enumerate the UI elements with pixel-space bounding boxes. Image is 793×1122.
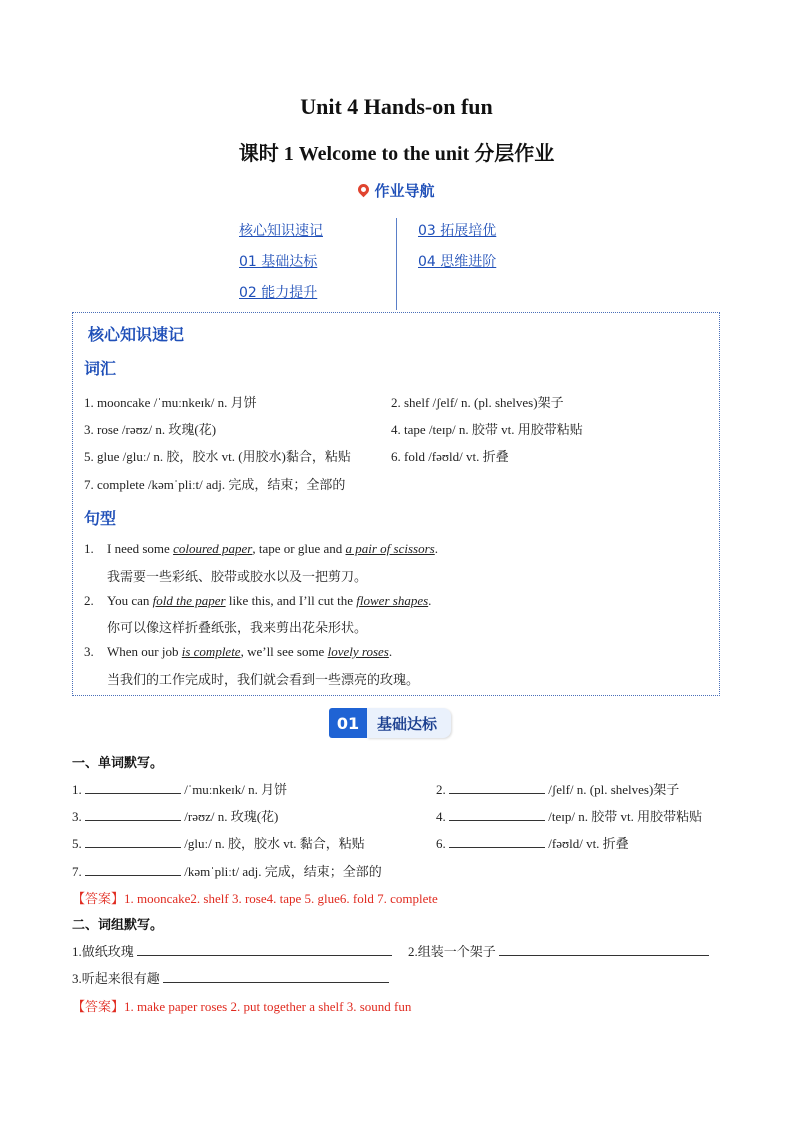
- nav-link-01[interactable]: 01 基础达标: [239, 254, 318, 270]
- sentence-text: When our job is complete, we’ll see some lovely roses.: [107, 644, 393, 659]
- section-badge: [329, 708, 451, 738]
- nav-link-03[interactable]: 03 拓展培优: [418, 223, 497, 239]
- answer-blank[interactable]: [85, 834, 181, 848]
- sentence-translation: 我需要一些彩纸、胶带或胶水以及一把剪刀。: [107, 569, 368, 584]
- key-phrase: flower shapes: [356, 593, 429, 608]
- fill-in-item: 5. /gluː/ n. 胶，胶水 vt. 黏合，粘贴: [72, 836, 365, 851]
- answer-key: 【答案】1. make paper roses 2. put together a shelf 3. sound fun: [72, 999, 412, 1014]
- vocab-item: 6. fold /fəʊld/ vt. 折叠: [391, 449, 509, 464]
- sentence-heading: 句型: [84, 509, 117, 528]
- nav-heading: [0, 180, 793, 201]
- key-phrase: coloured paper: [173, 541, 253, 556]
- answer-blank[interactable]: [137, 942, 392, 956]
- nav-heading-label: 作业导航: [374, 182, 435, 200]
- sentence-text: I need some coloured paper, tape or glue and a pair of scissors.: [107, 541, 438, 556]
- part-heading: 一、单词默写。: [72, 756, 164, 771]
- answer-blank[interactable]: [449, 834, 545, 848]
- answer-blank[interactable]: [163, 969, 389, 983]
- answer-blank[interactable]: [499, 942, 709, 956]
- answer-blank[interactable]: [85, 862, 181, 876]
- answer-blank[interactable]: [85, 780, 181, 794]
- answer-blank[interactable]: [449, 780, 545, 794]
- fill-in-item: 6. /fəʊld/ vt. 折叠: [436, 836, 629, 851]
- vocab-item: 3. rose /rəʊz/ n. 玫瑰(花): [84, 422, 217, 437]
- vocab-heading: 词汇: [84, 359, 117, 378]
- nav-link-core[interactable]: 核心知识速记: [239, 223, 323, 239]
- fill-in-item: 3.听起来很有趣: [72, 968, 389, 987]
- vocab-item: 2. shelf /ʃelf/ n. (pl. shelves)架子: [391, 395, 564, 410]
- sentence-number: 3.: [84, 644, 94, 659]
- answer-blank[interactable]: [85, 807, 181, 821]
- part-heading: 二、词组默写。: [72, 918, 164, 933]
- nav-link-04[interactable]: 04 思维进阶: [418, 254, 497, 270]
- sentence-number: 2.: [84, 593, 94, 608]
- core-heading: 核心知识速记: [88, 325, 185, 344]
- key-phrase: a pair of scissors: [345, 541, 435, 556]
- fill-in-item: 3. /rəʊz/ n. 玫瑰(花): [72, 809, 279, 824]
- fill-in-item: 2. /ʃelf/ n. (pl. shelves)架子: [436, 782, 680, 797]
- fill-in-item: 4. /teɪp/ n. 胶带 vt. 用胶带粘贴: [436, 809, 703, 824]
- core-knowledge-box: [72, 312, 720, 696]
- vocab-item: 5. glue /gluː/ n. 胶，胶水 vt. (用胶水)黏合，粘贴: [84, 449, 351, 464]
- fill-in-item: 1.做纸玫瑰: [72, 941, 392, 960]
- page-title: Unit 4 Hands-on fun: [300, 94, 493, 119]
- fill-in-item: 7. /kəmˈpliːt/ adj. 完成，结束；全部的: [72, 864, 382, 879]
- vocab-item: 1. mooncake /ˈmuːnkeɪk/ n. 月饼: [84, 395, 257, 410]
- key-phrase: fold the paper: [152, 593, 226, 608]
- answer-key: 【答案】1. mooncake2. shelf 3. rose4. tape 5. glue6. fold 7. complete: [72, 891, 438, 906]
- page-subtitle: 课时 1 Welcome to the unit 分层作业: [238, 143, 555, 165]
- nav-divider: [396, 218, 397, 310]
- vocab-item: 4. tape /teɪp/ n. 胶带 vt. 用胶带粘贴: [391, 422, 583, 437]
- key-phrase: is complete: [181, 644, 241, 659]
- fill-in-item: 2.组装一个架子: [408, 941, 709, 960]
- sentence-number: 1.: [84, 541, 94, 556]
- key-phrase: lovely roses: [327, 644, 389, 659]
- vocab-item: 7. complete /kəmˈpliːt/ adj. 完成，结束；全部的: [84, 477, 346, 492]
- answer-blank[interactable]: [449, 807, 545, 821]
- location-pin-icon: [356, 182, 372, 198]
- nav-link-02[interactable]: 02 能力提升: [239, 285, 318, 301]
- fill-in-item: 1. /ˈmuːnkeɪk/ n. 月饼: [72, 782, 288, 797]
- sentence-translation: 当我们的工作完成时，我们就会看到一些漂亮的玫瑰。: [107, 672, 420, 687]
- section-number: 01: [329, 708, 367, 738]
- sentence-translation: 你可以像这样折叠纸张，我来剪出花朵形状。: [107, 620, 368, 635]
- section-label: 基础达标: [367, 708, 451, 738]
- sentence-text: You can fold the paper like this, and I’ll cut the flower shapes.: [107, 593, 432, 608]
